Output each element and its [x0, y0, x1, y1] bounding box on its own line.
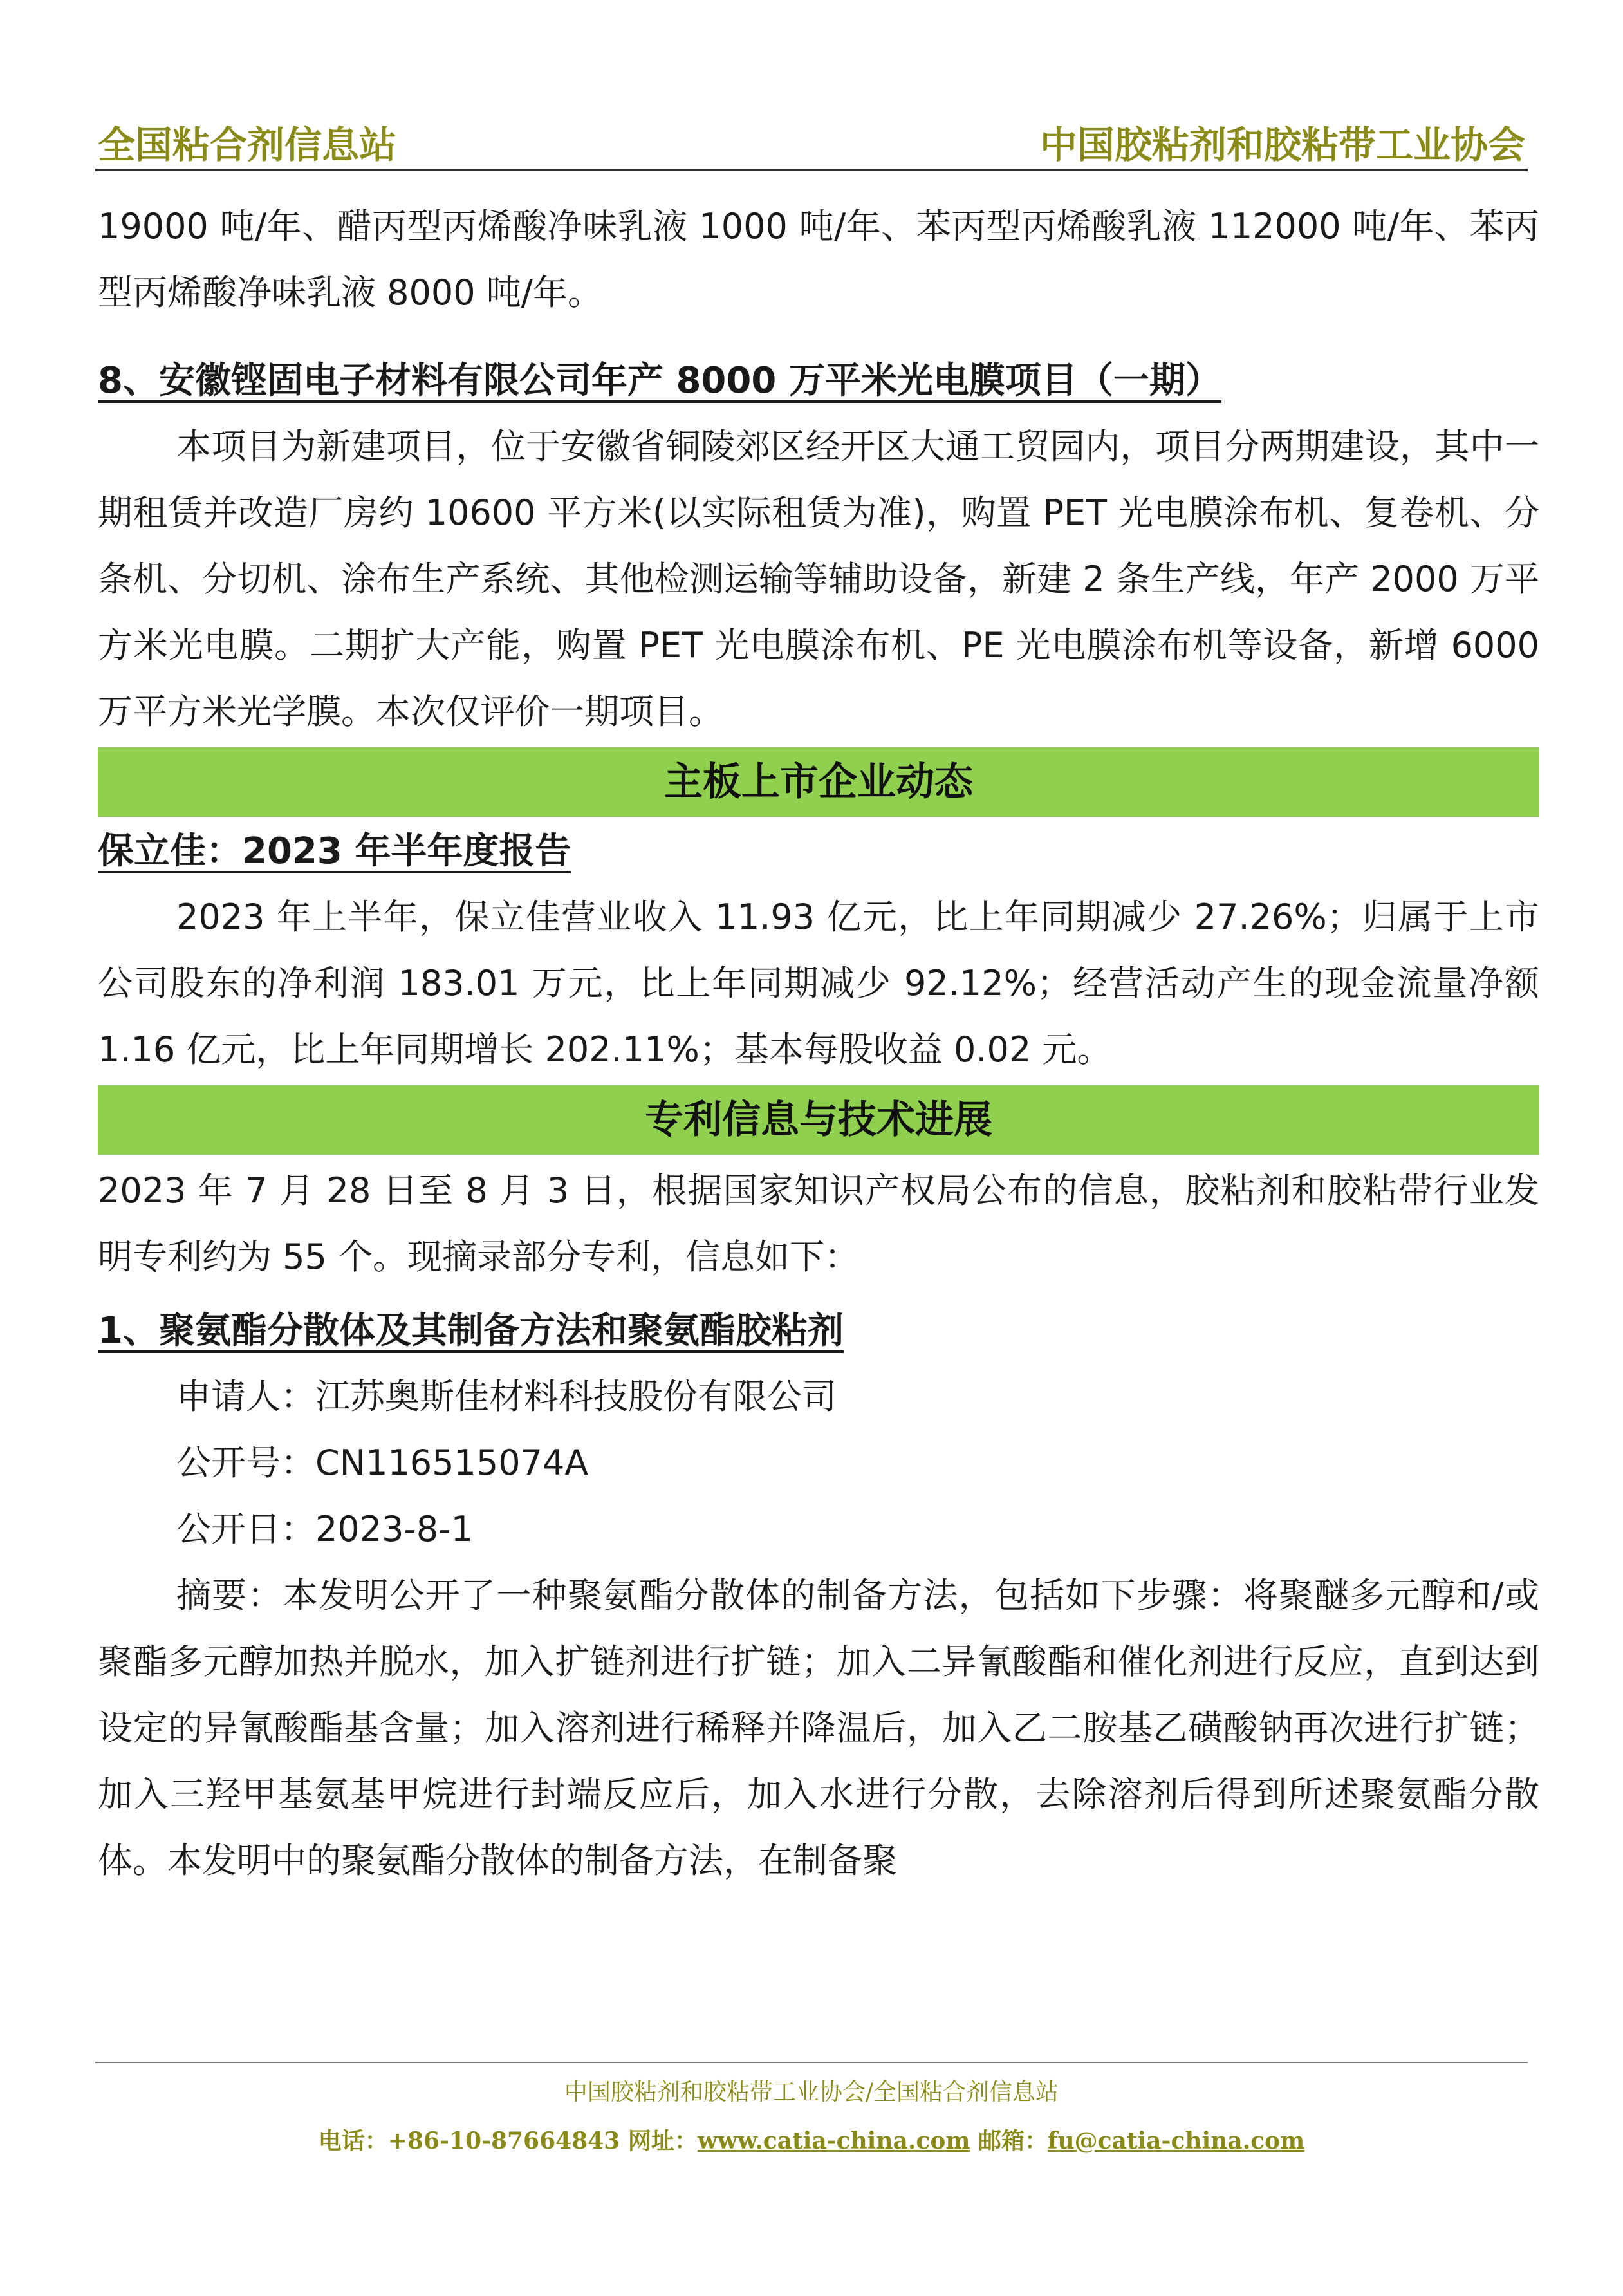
header-right-title: 中国胶粘剂和胶粘带工业协会: [1039, 123, 1525, 167]
patent-publication-number: 公开号：CN116515074A: [176, 1442, 589, 1483]
footer-website-link[interactable]: www.catia-china.com: [697, 2127, 970, 2154]
patent-item-title: 1、聚氨酯分散体及其制备方法和聚氨酯胶粘剂: [98, 1310, 844, 1352]
header-left-title: 全国粘合剂信息站: [98, 123, 397, 167]
footer-email-label: 邮箱：: [970, 2127, 1048, 2154]
section-banner-patent: 专利信息与技术进展: [98, 1085, 1539, 1155]
patent-abstract: 摘要：本发明公开了一种聚氨酯分散体的制备方法，包括如下步骤：将聚醚多元醇和/或聚酯多元醇加热并脱水，加入扩链剂进行扩链；加入二异氰酸酯和催化剂进行反应，直到达到设定的异氰酸酯基含量；加入溶剂进行稀释并降温后，加入乙二胺基乙磺酸钠再次进行扩链；加入三羟甲基氨基甲烷进行封端反应后，加入水进行分散，去除溶剂后得到所述聚氨酯分散体。本发明中的聚氨酯分散体的制备方法，在制备聚: [98, 1575, 1539, 1881]
footer-email-link[interactable]: fu@catia-china.com: [1047, 2127, 1305, 2154]
listed-report-body: 2023 年上半年，保立佳营业收入 11.93 亿元，比上年同期减少 27.26%；归属于上市公司股东的净利润 183.01 万元，比上年同期减少 92.12%；经营活动产生的现金流量净额 1.16 亿元，比上年同期增长 202.11%；基本每股收益 0.02 元。: [98, 897, 1539, 1070]
header-divider: [95, 169, 1528, 171]
section-banner-listed: 主板上市企业动态: [98, 747, 1539, 817]
footer-tel-label: 电话：+86-10-87664843 网址：: [318, 2127, 698, 2154]
footer-divider: [95, 2062, 1528, 2063]
patent-intro: 2023 年 7 月 28 日至 8 月 3 日，根据国家知识产权局公布的信息，胶粘剂和胶粘带行业发明专利约为 55 个。现摘录部分专利，信息如下：: [98, 1170, 1539, 1277]
patent-publication-date: 公开日：2023-8-1: [176, 1509, 474, 1549]
intro-paragraph: 19000 吨/年、醋丙型丙烯酸净味乳液 1000 吨/年、苯丙型丙烯酸乳液 112000 吨/年、苯丙型丙烯酸净味乳液 8000 吨/年。: [98, 206, 1539, 313]
project8-body: 本项目为新建项目，位于安徽省铜陵郊区经开区大通工贸园内，项目分两期建设，其中一期租赁并改造厂房约 10600 平方米(以实际租赁为准)，购置 PET 光电膜涂布机、复卷机、分条机、分切机、涂布生产系统、其他检测运输等辅助设备，新建 2 条生产线，年产 2000 万平方米光电膜。二期扩大产能，购置 PET 光电膜涂布机、PE 光电膜涂布机等设备，新增 6000 万平方米光学膜。本次仅评价一期项目。: [98, 426, 1539, 732]
footer-organization: 中国胶粘剂和胶粘带工业协会/全国粘合剂信息站: [564, 2079, 1059, 2105]
patent-applicant: 申请人：江苏奥斯佳材料科技股份有限公司: [176, 1376, 837, 1417]
listed-report-title: 保立佳：2023 年半年度报告: [98, 830, 571, 872]
project8-title: 8、安徽铿固电子材料有限公司年产 8000 万平米光电膜项目（一期）: [98, 360, 1221, 402]
footer-contact: [0, 2123, 1623, 2156]
main-content: [98, 193, 1539, 1894]
